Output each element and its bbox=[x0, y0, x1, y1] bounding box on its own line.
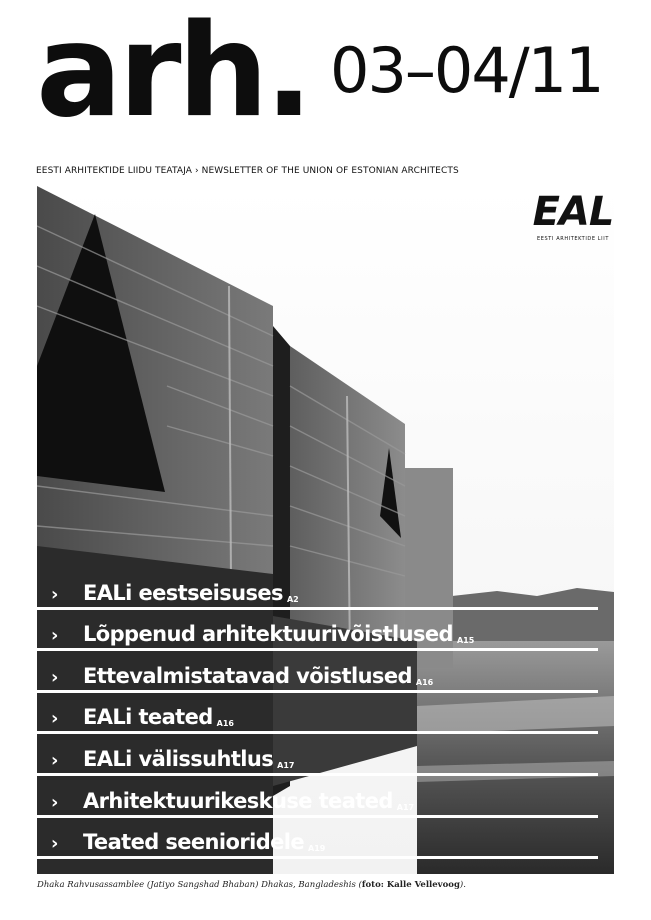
toc-item-page: A17 bbox=[277, 760, 295, 770]
toc-item-title: EALi välissuhtlus bbox=[83, 746, 274, 771]
chevron-right-icon: › bbox=[51, 791, 59, 813]
tagline: EESTI ARHITEKTIDE LIIDU TEATAJA › NEWSLETTER OF THE UNION OF ESTONIAN ARCHITECTS bbox=[36, 166, 459, 176]
toc-item-title: Arhitektuurikeskuse teated bbox=[83, 788, 393, 813]
eal-logo-mark: EAL bbox=[532, 189, 614, 235]
eal-logo-text: EESTI ARHITEKTIDE LIIT bbox=[537, 236, 609, 242]
chevron-right-icon: › bbox=[51, 583, 59, 605]
chevron-right-icon: › bbox=[51, 749, 59, 771]
toc-item[interactable] bbox=[37, 693, 598, 735]
toc-item-page: A16 bbox=[216, 719, 234, 729]
toc-item-title: Ettevalmistatavad võistlused bbox=[83, 663, 412, 688]
eal-logo bbox=[530, 189, 616, 242]
chevron-right-icon: › bbox=[51, 833, 59, 855]
toc-item-title: Lõppenud arhitektuurivõistlused bbox=[83, 622, 453, 647]
chevron-right-icon: › bbox=[51, 666, 59, 688]
toc-item-page: A16 bbox=[415, 677, 434, 687]
toc-item-title: Teated seenioridele bbox=[83, 830, 305, 855]
toc-item[interactable] bbox=[37, 734, 598, 776]
issue-number: 03–04/11 bbox=[330, 34, 603, 107]
chevron-right-icon: › bbox=[51, 625, 59, 647]
caption-end: ). bbox=[459, 880, 466, 890]
photo-credit: foto: Kalle Vellevoog bbox=[361, 880, 460, 890]
toc-item-page: A19 bbox=[308, 844, 326, 854]
toc-item-title: EALi eestseisuses bbox=[83, 580, 283, 605]
toc-item[interactable] bbox=[37, 818, 598, 860]
toc-item-title: EALi teated bbox=[83, 705, 213, 730]
chevron-right-icon: › bbox=[51, 708, 59, 730]
toc-item[interactable] bbox=[37, 651, 598, 693]
toc-item-page: A2 bbox=[286, 594, 299, 604]
toc-item-page: A17 bbox=[396, 802, 415, 812]
masthead-title: arh. bbox=[36, 0, 310, 146]
photo-caption bbox=[37, 880, 466, 890]
toc-item-page: A15 bbox=[456, 636, 475, 646]
toc-item[interactable] bbox=[37, 776, 598, 818]
caption-text: Dhaka Rahvusassamblee (Jatiyo Sangshad Bhaban) Dhakas, Bangladeshis ( bbox=[37, 880, 362, 890]
toc-item[interactable] bbox=[37, 568, 598, 610]
table-of-contents bbox=[37, 568, 598, 859]
toc-item[interactable] bbox=[37, 610, 598, 652]
